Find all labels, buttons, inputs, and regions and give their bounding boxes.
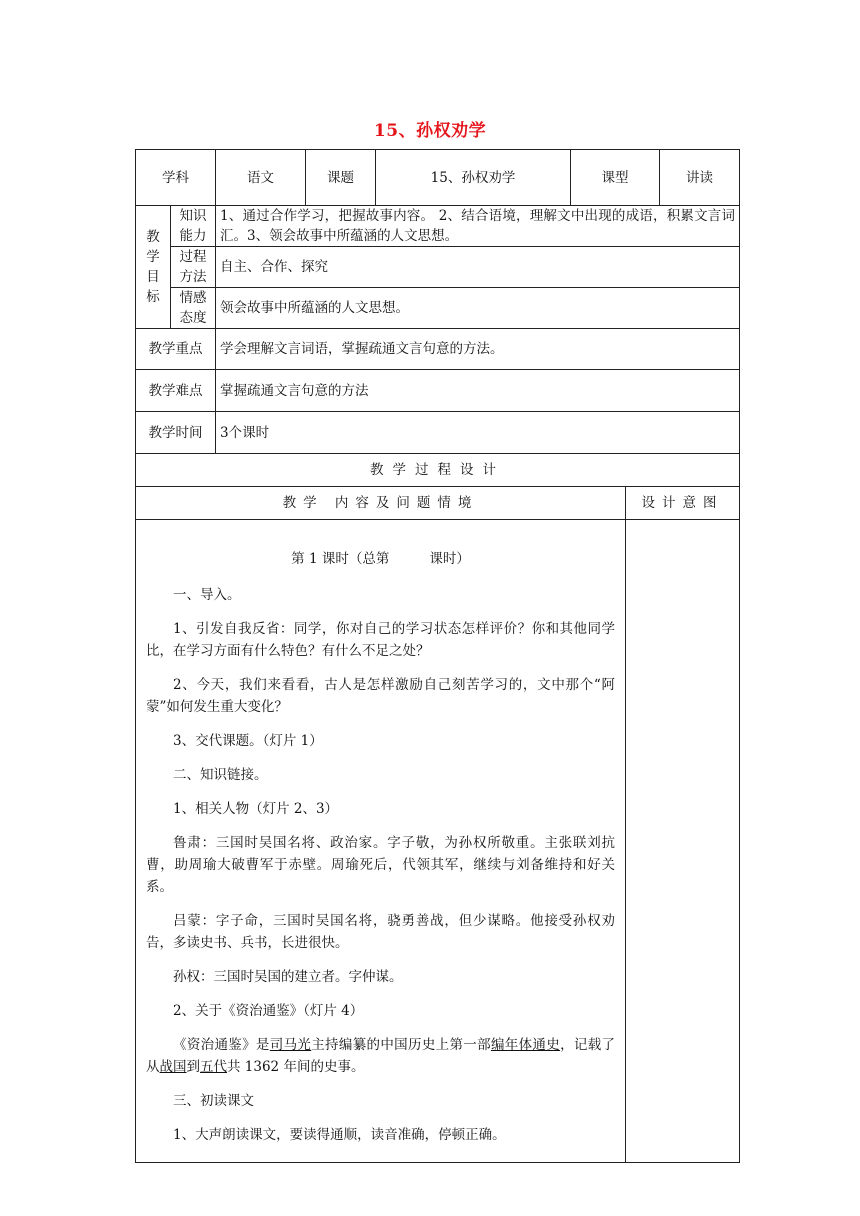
section-knowledge: 二、知识链接。 bbox=[173, 767, 268, 783]
section-reading: 三、初读课文 bbox=[173, 1093, 254, 1109]
content-header: 教学 内容及问题情境 bbox=[136, 487, 626, 520]
knowledge-text: 1、通过合作学习，把握故事内容。 2、结合语境，理解文中出现的成语，积累文言词汇。3、领会故事中所蕴涵的人文思想。 bbox=[216, 206, 740, 247]
header-row bbox=[136, 150, 740, 206]
paragraph: 1、相关人物（灯片 2、3） bbox=[173, 801, 339, 817]
difficulty-text: 掌握疏通文言句意的方法 bbox=[216, 370, 740, 412]
link-five-dynasties[interactable]: 五代 bbox=[200, 1059, 227, 1075]
emotion-label: 情感态度 bbox=[171, 288, 216, 329]
subject-label: 学科 bbox=[136, 150, 216, 206]
intent-header: 设计意图 bbox=[626, 487, 740, 520]
subject-value: 语文 bbox=[216, 150, 306, 206]
page-title: 15、孙权劝学 bbox=[373, 121, 487, 141]
type-label: 课型 bbox=[571, 150, 660, 206]
paragraph: 2、关于《资治通鉴》（灯片 4） bbox=[173, 1003, 364, 1019]
key-point-text: 学会理解文言词语，掌握疏通文言句意的方法。 bbox=[216, 329, 740, 370]
topic-label: 课题 bbox=[306, 150, 376, 206]
process-label: 过程方法 bbox=[171, 247, 216, 288]
session-line: 第 1 课时（总第 课时） bbox=[291, 551, 470, 567]
time-text: 3个课时 bbox=[216, 412, 740, 454]
paragraph: 3、交代课题。（灯片 1） bbox=[173, 733, 323, 749]
type-value: 讲读 bbox=[660, 150, 740, 206]
knowledge-label: 知识能力 bbox=[171, 206, 216, 247]
process-design-heading: 教学过程设计 bbox=[136, 454, 740, 487]
emotion-text: 领会故事中所蕴涵的人文思想。 bbox=[216, 288, 740, 329]
section-intro: 一、导入。 bbox=[173, 587, 241, 603]
key-point-label: 教学重点 bbox=[136, 329, 216, 370]
link-simaguang[interactable]: 司马光 bbox=[269, 1037, 312, 1053]
goals-label: 教学目标 bbox=[136, 206, 171, 329]
paragraph: 《资治通鉴》是司马光主持编纂的中国历史上第一部编年体通史，记载了从战国到五代共 1362 年间的史事。 bbox=[146, 1037, 616, 1075]
lesson-plan-table bbox=[135, 149, 740, 1163]
link-annals[interactable]: 编年体通史 bbox=[490, 1037, 561, 1053]
paragraph: 1、大声朗读课文，要读得通顺，读音准确，停顿正确。 bbox=[173, 1127, 506, 1143]
paragraph: 鲁肃：三国时吴国名将、政治家。字子敬，为孙权所敬重。主张联刘抗曹，助周瑜大破曹军于赤壁。周瑜死后，代领其军，继续与刘备维持和好关系。 bbox=[146, 835, 615, 895]
paragraph: 吕蒙：字子命，三国时吴国名将，骁勇善战，但少谋略。他接受孙权劝告，多读史书、兵书，长进很快。 bbox=[146, 913, 615, 951]
process-text: 自主、合作、探究 bbox=[216, 247, 740, 288]
paragraph: 1、引发自我反省：同学，你对自己的学习状态怎样评价？你和其他同学比，在学习方面有什么特色？有什么不足之处？ bbox=[146, 621, 615, 659]
difficulty-label: 教学难点 bbox=[136, 370, 216, 412]
topic-value: 15、孙权劝学 bbox=[376, 150, 571, 206]
lesson-content bbox=[136, 520, 626, 1163]
design-intent-cell bbox=[626, 520, 740, 1163]
link-warring-states[interactable]: 战国 bbox=[159, 1059, 187, 1075]
paragraph: 2、今天，我们来看看，古人是怎样激励自己刻苦学习的，文中那个“阿蒙”如何发生重大变化？ bbox=[146, 677, 615, 715]
paragraph: 孙权：三国时吴国的建立者。字仲谋。 bbox=[173, 969, 403, 985]
time-label: 教学时间 bbox=[136, 412, 216, 454]
